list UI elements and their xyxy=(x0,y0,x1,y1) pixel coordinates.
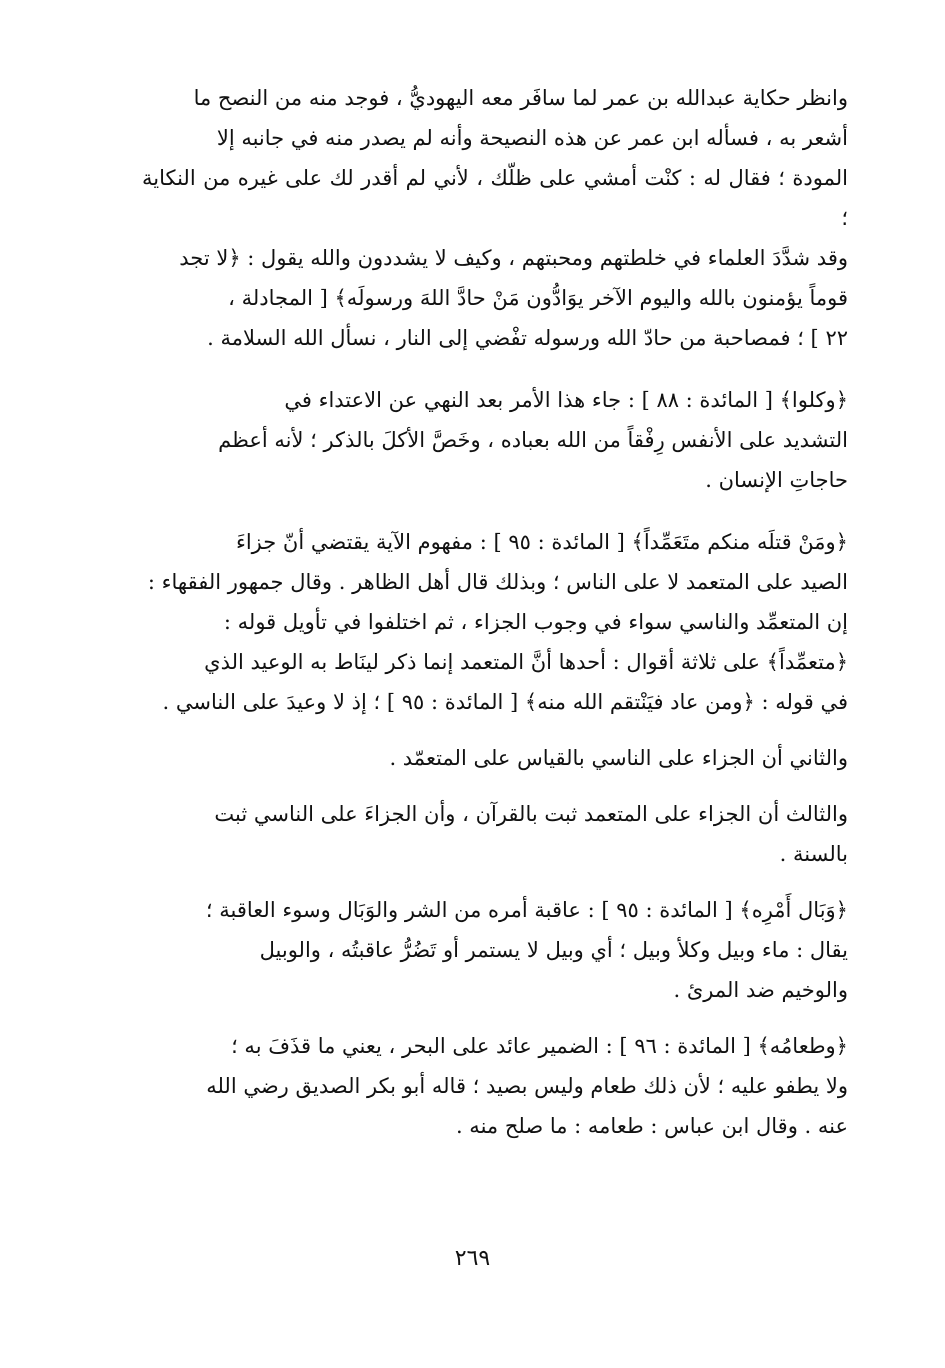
text-line: والثالث أن الجزاء على المتعمد ثبت بالقرآن ، وأن الجزاءَ على الناسي ثبت xyxy=(214,802,848,826)
text-line: ٢٢ ] ؛ فمصاحبة من حادّ الله ورسوله تفْضي إلى النار ، نسأل الله السلامة . xyxy=(207,326,848,350)
text-line: عنه . وقال ابن عباس : طعامه : ما صلح منه . xyxy=(455,1114,848,1138)
text-line: ولا يطفو عليه ؛ لأن ذلك طعام وليس بصيد ؛ قاله أبو بكر الصديق رضي الله xyxy=(206,1074,848,1098)
text-line: التشديد على الأنفس رِفْقاً من الله بعباده ، وخَصَّ الأكلَ بالذكر ؛ لأنه أعظم xyxy=(218,428,848,452)
page-number: ٢٦٩ xyxy=(454,1246,491,1271)
paragraph-abdullah-ibn-umar xyxy=(142,78,848,358)
text-line: ﴿ومَنْ قتلَه منكم متَعَمِّداً﴾ [ المائدة : ٩٥ ] : مفهوم الآية يقتضي أنّ جزاءَ xyxy=(235,530,848,554)
text-line: أشعر به ، فسأله ابن عمر عن هذه النصيحة وأنه لم يصدر منه في جانبه إلا xyxy=(216,126,848,150)
paragraph-wabal-amrihi xyxy=(142,890,848,1010)
text-line: ﴿متعمِّداً﴾ على ثلاثة أقوال : أحدها أنَّ المتعمد إنما ذكر لينَاط به الوعيد الذي xyxy=(204,650,848,674)
paragraph-second-opinion xyxy=(142,738,848,778)
text-line: قوماً يؤمنون بالله واليوم الآخر يوَادُّون مَنْ حادَّ اللهَ ورسولَه﴾ [ المجادلة ، xyxy=(228,286,848,310)
text-line: والوخيم ضد المرئ . xyxy=(673,978,848,1002)
text-line: ﴿وطعامُه﴾ [ المائدة : ٩٦ ] : الضمير عائد على البحر ، يعني ما قذَفَ به ؛ xyxy=(231,1034,848,1058)
text-line: والثاني أن الجزاء على الناسي بالقياس على المتعمّد . xyxy=(389,746,848,770)
text-line: يقال : ماء وبيل وكلأ وبيل ؛ أي وبيل لا يستمر أو تَضُرُّ عاقبتُه ، والوبيل xyxy=(259,938,848,962)
text-line: حاجاتِ الإنسان . xyxy=(705,468,848,492)
paragraph-third-opinion xyxy=(142,794,848,874)
text-line: إن المتعمِّد والناسي سواء في وجوب الجزاء ، ثم اختلفوا في تأويل قوله : xyxy=(223,610,848,634)
text-line: ﴿وكلوا﴾ [ المائدة : ٨٨ ] : جاء هذا الأمر بعد النهي عن الاعتداء في xyxy=(284,388,848,412)
paragraph-wa-man-qatalahu xyxy=(142,522,848,722)
text-line: وانظر حكاية عبدالله بن عمر لما سافَر معه اليهوديُّ ، فوجد منه من النصح ما xyxy=(193,86,848,110)
text-line: وقد شدَّدَ العلماء في خلطتهم ومحبتهم ، وكيف لا يشددون والله يقول : ﴿لا تجد xyxy=(179,246,848,270)
text-line: ﴿وَبَال أَمْرِه﴾ [ المائدة : ٩٥ ] : عاقبة أمره من الشر والوَبَال وسوء العاقبة ؛ xyxy=(205,898,848,922)
text-line: المودة ؛ فقال له : كنْت أمشي على ظلّك ، لأني لم أقدر لك على غيره من النكاية ؛ xyxy=(142,166,848,230)
text-line: في قوله : ﴿ومن عاد فيَنْتقم الله منه﴾ [ المائدة : ٩٥ ] ؛ إذ لا وعيدَ على الناسي . xyxy=(162,690,848,714)
page-body xyxy=(142,78,848,1146)
paragraph-wa-kulu xyxy=(142,380,848,500)
paragraph-wa-taamuhu xyxy=(142,1026,848,1146)
text-line: بالسنة . xyxy=(779,842,848,866)
text-line: الصيد على المتعمد لا على الناس ؛ وبذلك قال أهل الظاهر . وقال جمهور الفقهاء : xyxy=(147,570,848,594)
